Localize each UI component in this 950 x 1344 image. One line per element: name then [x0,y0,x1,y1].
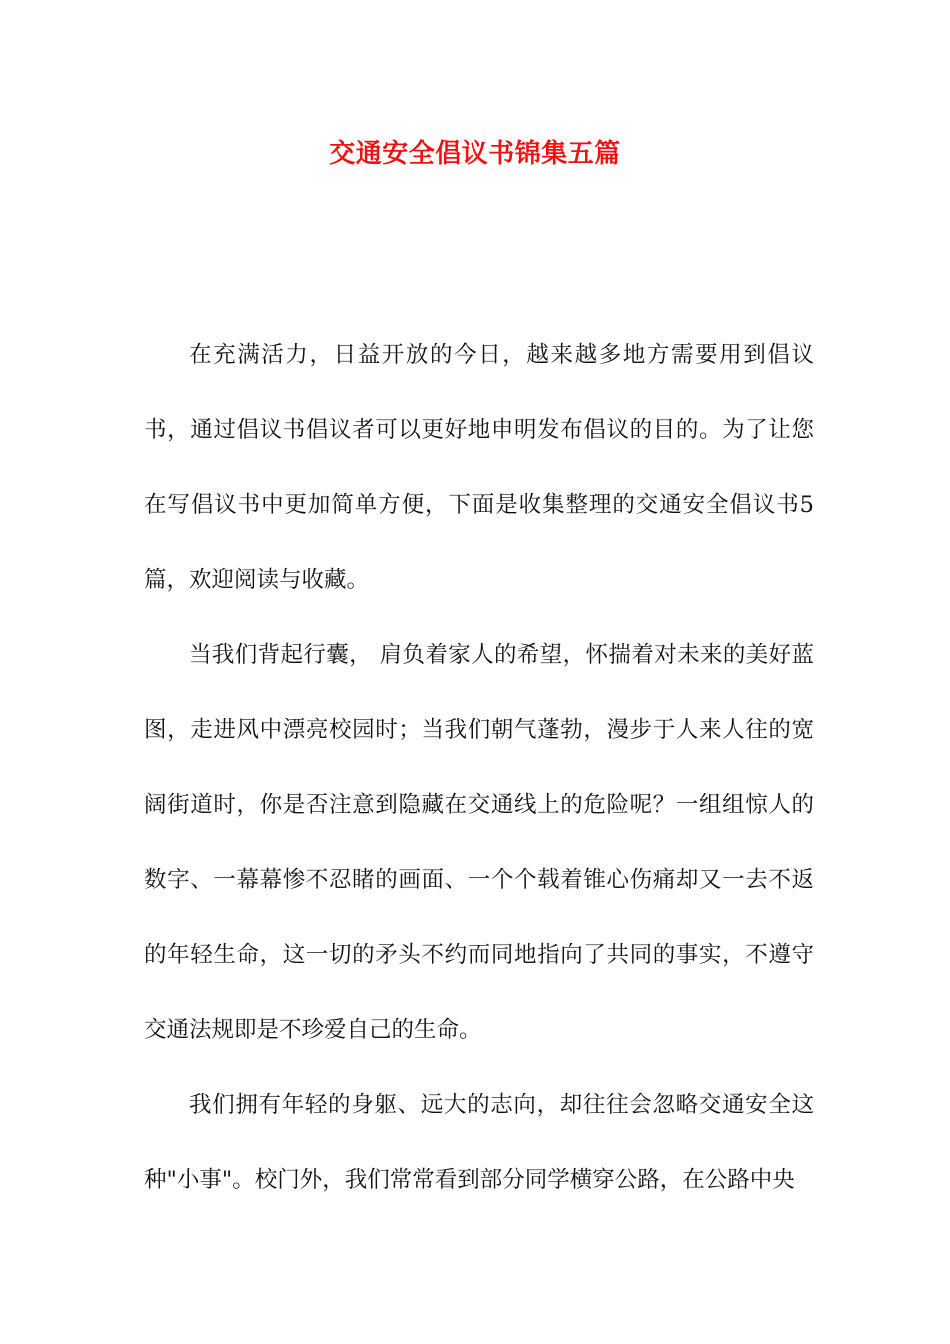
paragraph-2: 当我们背起行囊， 肩负着家人的希望，怀揣着对未来的美好蓝图，走进风中漂亮校园时；当我们朝气蓬勃，漫步于人来人往的宽阔街道时，你是否注意到隐藏在交通线上的危险呢？一组组惊人的数字、一幕幕惨不忍睹的画面、一个个载着锥心伤痛却又一去不返的年轻生命，这一切的矛头不约而同地指向了共同的事实，不遵守交通法规即是不珍爱自己的生命。 [144,642,814,1043]
document-title: 交通安全倡议书锦集五篇 [329,139,621,169]
paragraph-intro: 在充满活力，日益开放的今日，越来越多地方需要用到倡议书，通过倡议书倡议者可以更好地申明发布倡议的目的。为了让您在写倡议书中更加简单方便，下面是收集整理的交通安全倡议书5篇，欢迎阅读与收藏。 [144,342,814,593]
document-body [144,318,814,1218]
paragraph-3: 我们拥有年轻的身躯、远大的志向，却往往会忽略交通安全这种"小事"。校门外，我们常常看到部分同学横穿公路，在公路中央 [144,1092,814,1193]
